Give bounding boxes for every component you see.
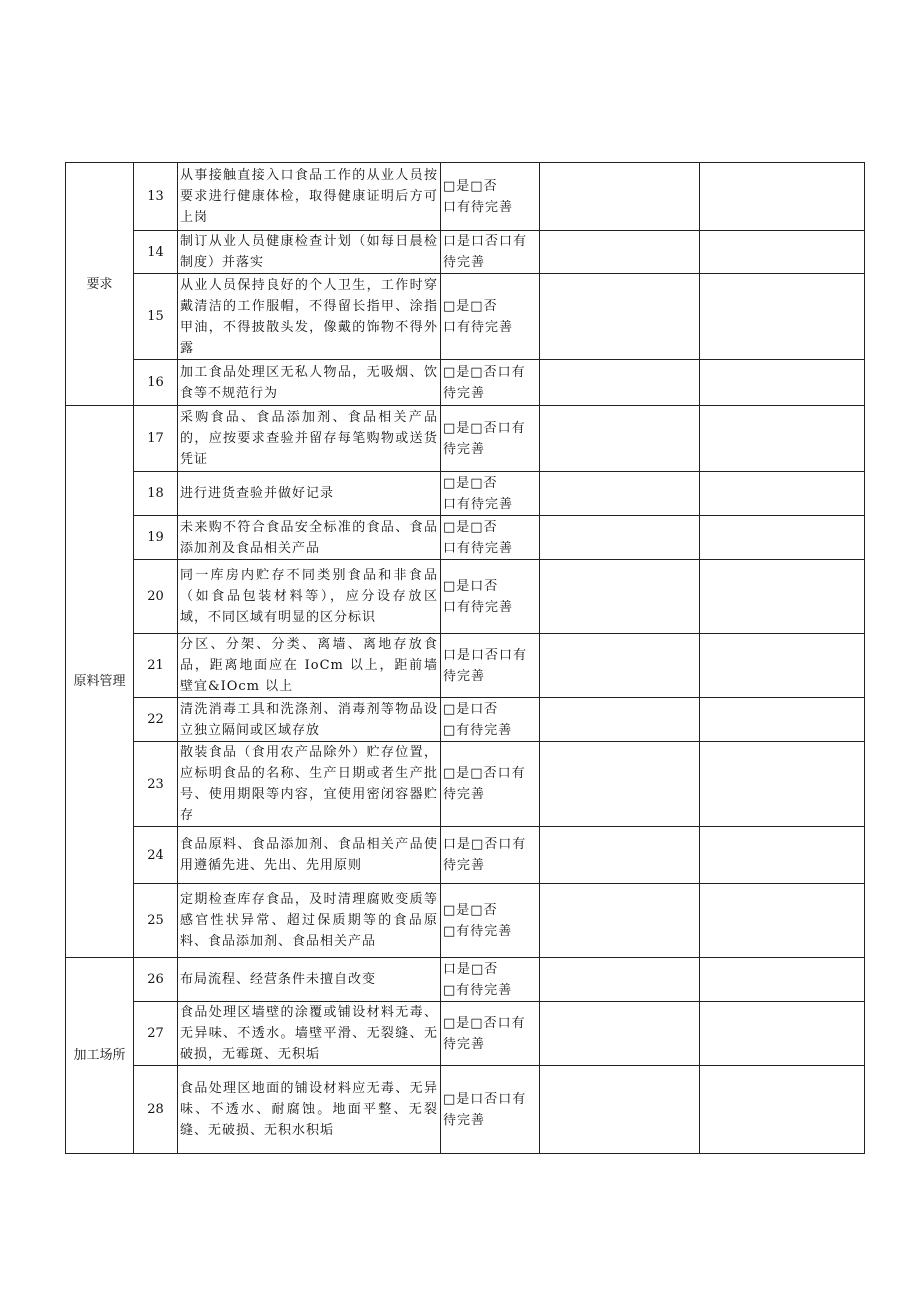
item-description: 食品原料、食品添加剂、食品相关产品使用遵循先进、先出、先用原则 [178,827,441,884]
answer-options[interactable]: □是□否 口有待完善 [441,472,540,516]
item-number: 18 [134,472,178,516]
remarks-cell[interactable] [540,560,700,634]
answer-options[interactable]: □是□否 口有待完善 [441,516,540,560]
item-number: 14 [134,231,178,274]
item-number: 25 [134,884,178,958]
remarks-cell[interactable] [540,698,700,742]
notes-cell[interactable] [700,742,865,827]
table-row [66,1066,865,1154]
answer-options[interactable]: □是□否 □有待完善 [441,884,540,958]
answer-options[interactable]: 口是□否 □有待完善 [441,958,540,1002]
answer-options[interactable]: 口是口否口有待完善 [441,634,540,698]
answer-options[interactable]: □是□否口有待完善 [441,742,540,827]
answer-options[interactable]: □是口否 □有待完善 [441,698,540,742]
notes-cell[interactable] [700,827,865,884]
category-label: 要求 [86,276,113,292]
table-row [66,634,865,698]
category-label: 加工场所 [73,1048,126,1063]
answer-options[interactable]: 口是□否口有待完善 [441,827,540,884]
item-description: 定期检查库存食品，及时清理腐败变质等感官性状异常、超过保质期等的食品原料、食品添加剂、食品相关产品 [178,884,441,958]
answer-options[interactable]: □是□否口有待完善 [441,1002,540,1066]
answer-options[interactable]: □是口否口有待完善 [441,1066,540,1154]
remarks-cell[interactable] [540,827,700,884]
table-row [66,360,865,406]
item-number: 28 [134,1066,178,1154]
notes-cell[interactable] [700,406,865,472]
notes-cell[interactable] [700,516,865,560]
table-row [66,406,865,472]
item-description: 分区、分架、分类、离墙、离地存放食品，距离地面应在 IoCm 以上，距前墙壁宜&IOcm 以上 [178,634,441,698]
answer-options[interactable]: □是□否 口有待完善 [441,163,540,231]
category-label: 原料管理 [73,674,126,689]
notes-cell[interactable] [700,560,865,634]
answer-options[interactable]: 口是口否口有待完善 [441,231,540,274]
notes-cell[interactable] [700,472,865,516]
item-number: 13 [134,163,178,231]
item-description: 加工食品处理区无私人物品，无吸烟、饮食等不规范行为 [178,360,441,406]
remarks-cell[interactable] [540,406,700,472]
item-number: 24 [134,827,178,884]
notes-cell[interactable] [700,958,865,1002]
item-number: 26 [134,958,178,1002]
category-cell-raw-materials [66,406,134,958]
table-row [66,274,865,360]
remarks-cell[interactable] [540,274,700,360]
table-row [66,472,865,516]
notes-cell[interactable] [700,698,865,742]
remarks-cell[interactable] [540,634,700,698]
notes-cell[interactable] [700,1066,865,1154]
remarks-cell[interactable] [540,360,700,406]
remarks-cell[interactable] [540,1066,700,1154]
table-row [66,958,865,1002]
item-number: 23 [134,742,178,827]
table-row [66,231,865,274]
category-cell-requirements [66,163,134,406]
remarks-cell[interactable] [540,472,700,516]
remarks-cell[interactable] [540,1002,700,1066]
table-row [66,742,865,827]
answer-options[interactable]: □是口否 口有待完善 [441,560,540,634]
item-description: 同一库房内贮存不同类别食品和非食品（如食品包装材料等），应分设存放区域，不同区域有明显的区分标识 [178,560,441,634]
inspection-table [65,162,865,1154]
item-description: 布局流程、经营条件未擅自改变 [178,958,441,1002]
item-description: 从事接触直接入口食品工作的从业人员按要求进行健康体检，取得健康证明后方可上岗 [178,163,441,231]
item-number: 20 [134,560,178,634]
table-row [66,516,865,560]
item-description: 食品处理区地面的铺设材料应无毒、无异味、不透水、耐腐蚀。地面平整、无裂缝、无破损、无积水积垢 [178,1066,441,1154]
notes-cell[interactable] [700,231,865,274]
item-description: 散装食品（食用农产品除外）贮存位置，应标明食品的名称、生产日期或者生产批号、使用期限等内容，宜使用密闭容器贮存 [178,742,441,827]
notes-cell[interactable] [700,274,865,360]
table-row [66,1002,865,1066]
item-number: 17 [134,406,178,472]
table-row [66,884,865,958]
item-number: 15 [134,274,178,360]
item-number: 16 [134,360,178,406]
item-description: 制订从业人员健康检查计划（如每日晨检制度）并落实 [178,231,441,274]
remarks-cell[interactable] [540,163,700,231]
answer-options[interactable]: □是□否 口有待完善 [441,274,540,360]
remarks-cell[interactable] [540,884,700,958]
item-description: 采购食品、食品添加剂、食品相关产品的，应按要求查验并留存每笔购物或送货凭证 [178,406,441,472]
table-row [66,698,865,742]
notes-cell[interactable] [700,1002,865,1066]
table-row [66,560,865,634]
item-description: 进行进货查验并做好记录 [178,472,441,516]
item-number: 19 [134,516,178,560]
item-description: 未来购不符合食品安全标准的食品、食品添加剂及食品相关产品 [178,516,441,560]
answer-options[interactable]: □是□否口有待完善 [441,406,540,472]
notes-cell[interactable] [700,884,865,958]
item-number: 21 [134,634,178,698]
item-number: 27 [134,1002,178,1066]
notes-cell[interactable] [700,360,865,406]
remarks-cell[interactable] [540,958,700,1002]
notes-cell[interactable] [700,163,865,231]
answer-options[interactable]: □是□否口有待完善 [441,360,540,406]
notes-cell[interactable] [700,634,865,698]
item-description: 清洗消毒工具和洗涤剂、消毒剂等物品设立独立隔间或区域存放 [178,698,441,742]
table-row [66,163,865,231]
remarks-cell[interactable] [540,742,700,827]
remarks-cell[interactable] [540,231,700,274]
item-description: 从业人员保持良好的个人卫生，工作时穿戴清洁的工作服帽，不得留长指甲、涂指甲油，不得披散头发，像戴的饰物不得外露 [178,274,441,360]
item-number: 22 [134,698,178,742]
category-cell-processing-site [66,958,134,1154]
item-description: 食品处理区墙壁的涂覆或铺设材料无毒、无异味、不透水。墙壁平滑、无裂缝、无破损，无霉斑、无积垢 [178,1002,441,1066]
table-row [66,827,865,884]
remarks-cell[interactable] [540,516,700,560]
